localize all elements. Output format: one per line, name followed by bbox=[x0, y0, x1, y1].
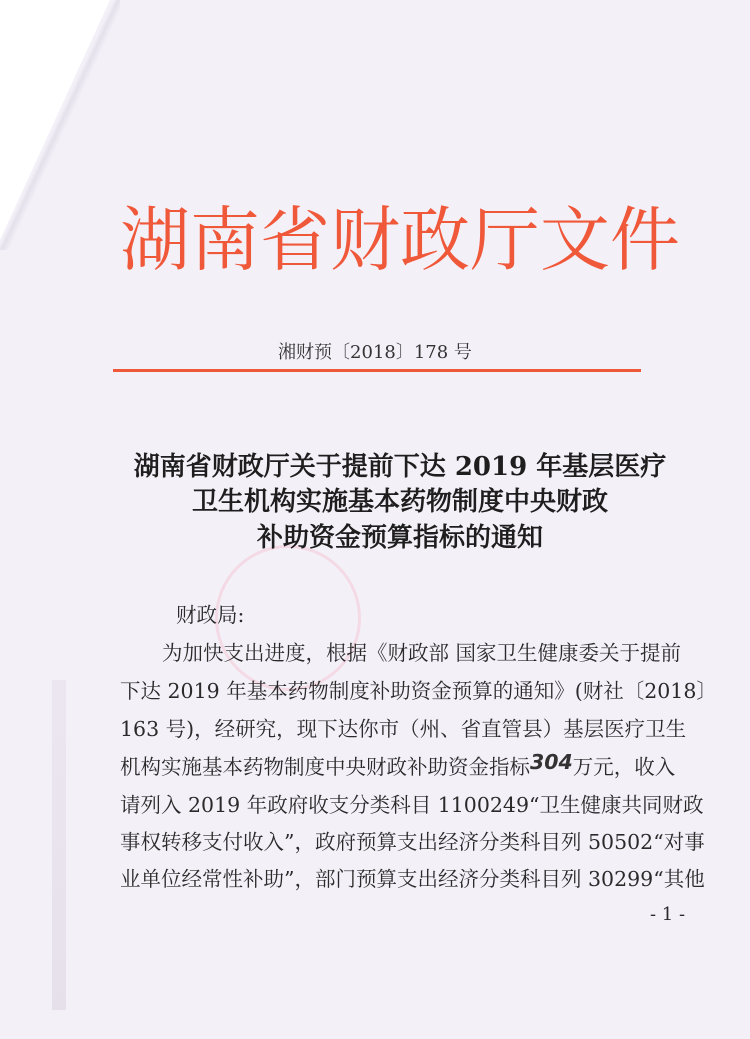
body-line-text: 机构实施基本药物制度中央财政补助资金指标 bbox=[120, 755, 530, 779]
body-line: 业单位经常性补助”，部门预算支出经济分类科目列 30299“其他 bbox=[120, 867, 705, 891]
title-char: 政 bbox=[400, 199, 470, 281]
folded-corner bbox=[0, 0, 110, 240]
body-line-text: 万元，收入 bbox=[572, 755, 676, 779]
page-number: - 1 - bbox=[650, 904, 686, 925]
body-line: 下达 2019 年基本药物制度补助资金预算的通知》(财社〔2018〕 bbox=[120, 679, 717, 703]
title-char: 财 bbox=[330, 199, 400, 281]
title-char: 省 bbox=[260, 199, 330, 281]
bleed-through-margin bbox=[52, 680, 66, 1010]
title-char: 厅 bbox=[470, 199, 540, 281]
title-char: 件 bbox=[610, 199, 680, 281]
red-divider bbox=[113, 369, 641, 372]
notice-title-line: 湖南省财政厅关于提前下达 2019 年基层医疗 bbox=[133, 452, 667, 482]
salutation: 财政局: bbox=[176, 603, 245, 627]
title-char: 湖 bbox=[120, 199, 190, 281]
body-line: 为加快支出进度，根据《财政部 国家卫生健康委关于提前 bbox=[162, 641, 682, 665]
body-line: 163 号)，经研究，现下达你市（州、省直管县）基层医疗卫生 bbox=[120, 717, 687, 741]
document-number: 湘财预〔2018〕178 号 bbox=[278, 342, 472, 363]
notice-title-line: 补助资金预算指标的通知 bbox=[256, 523, 543, 553]
document-header-title bbox=[120, 195, 680, 285]
body-line bbox=[120, 750, 676, 780]
notice-title-line: 卫生机构实施基本药物制度中央财政 bbox=[191, 487, 608, 517]
body-line: 请列入 2019 年政府收支分类科目 1100249“卫生健康共同财政 bbox=[120, 793, 704, 817]
handwritten-amount: 304 bbox=[530, 750, 573, 774]
title-char: 文 bbox=[540, 199, 610, 281]
body-line: 事权转移支付收入”，政府预算支出经济分类科目列 50502“对事 bbox=[120, 830, 705, 854]
title-char: 南 bbox=[190, 199, 260, 281]
